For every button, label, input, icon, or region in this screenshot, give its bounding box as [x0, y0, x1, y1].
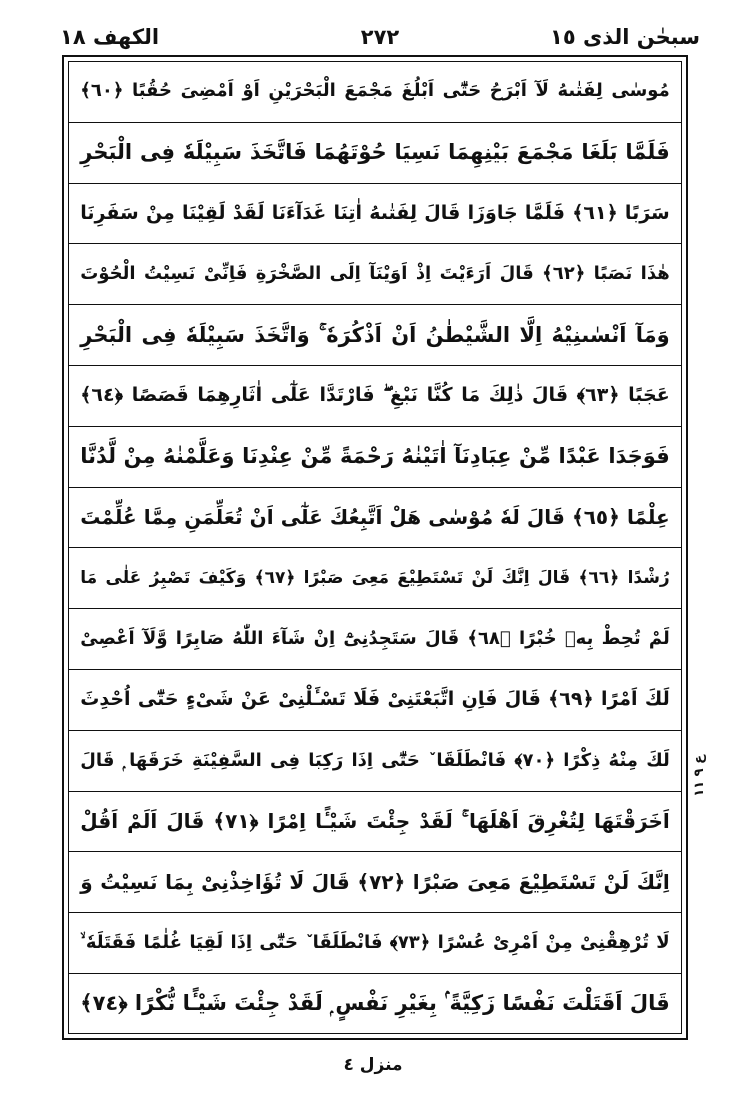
line-text: لَمْ تُحِطْ بِهٖ خُبْرًا ﴿٦٨﴾ قَالَ سَتَجِدُنِیْٓ اِنْ شَآءَ اللّٰهُ صَابِرًا وَّلَآ اَعْصِیْ [80, 628, 670, 650]
ruku-marker: ع ٩ ١١ [692, 755, 707, 797]
line-text: وَمَآ اَنْسٰىنِیْهُ اِلَّا الشَّیْطٰنُ اَنْ اَذْكُرَهٗ ۚ وَاتَّخَذَ سَبِیْلَهٗ فِی الْبَحْرِ [80, 322, 670, 347]
text-line [68, 730, 682, 791]
text-line [68, 973, 682, 1034]
text-line [68, 547, 682, 608]
text-line [68, 365, 682, 426]
line-text: قَالَ اَقَتَلْتَ نَفْسًا زَكِیَّةً ۢ بِغَیْرِ نَفْسٍ ۭ لَقَدْ جِئْتَ شَیْـًٔا نُّكْرًا ﴿٧٤﴾ [80, 991, 670, 1016]
text-line [68, 912, 682, 973]
line-text: هٰذَا نَصَبًا ﴿٦٢﴾ قَالَ اَرَءَیْتَ اِذْ اَوَیْنَآ اِلَی الصَّخْرَةِ فَاِنِّیْ نَسِیْتُ الْحُوْتَ [80, 263, 670, 285]
text-line [68, 426, 682, 487]
line-text: لَكَ مِنْهُ ذِكْرًا ﴿٧٠﴾ فَانْطَلَقَا ٚ حَتّٰٓی اِذَا رَكِبَا فِی السَّفِیْنَةِ خَرَقَهَا ۭ قَالَ [80, 749, 670, 771]
page-number: ٢٧٢ [360, 25, 400, 49]
page-header [60, 22, 700, 54]
line-text: عَجَبًا ﴿٦٣﴾ قَالَ ذٰلِكَ مَا كُنَّا نَبْغِ ۖ فَارْتَدَّا عَلٰٓی اٰثَارِهِمَا قَصَصًا ﴿٦٤﴾ [80, 384, 670, 407]
text-line [68, 243, 682, 304]
line-text: لَا تُرْهِقْنِیْ مِنْ اَمْرِیْ عُسْرًا ﴿٧٣﴾ فَانْطَلَقَا ٚ حَتّٰٓی اِذَا لَقِیَا غُلٰمًا فَقَتَلَهٗ ۙ [80, 932, 670, 954]
text-line [68, 669, 682, 730]
line-text: لَكَ اَمْرًا ﴿٦٩﴾ قَالَ فَاِنِ اتَّبَعْتَنِیْ فَلَا تَسْـَٔلْنِیْ عَنْ شَیْءٍ حَتّٰٓی اُحْدِثَ [80, 688, 670, 711]
text-line [68, 851, 682, 912]
text-line [68, 61, 682, 122]
line-text: اَخَرَقْتَهَا لِتُغْرِقَ اَهْلَهَا ۚ لَقَدْ جِئْتَ شَیْـًٔا اِمْرًا ﴿٧١﴾ قَالَ اَلَمْ اَقُلْ [80, 809, 670, 834]
line-text: فَوَجَدَا عَبْدًا مِّنْ عِبَادِنَآ اٰتَیْنٰهُ رَحْمَةً مِّنْ عِنْدِنَا وَعَلَّمْنٰهُ مِنْ لَّدُنَّا [80, 444, 670, 469]
text-line [68, 791, 682, 852]
line-text: سَرَبًا ﴿٦١﴾ فَلَمَّا جَاوَزَا قَالَ لِفَتٰىهُ اٰتِنَا غَدَآءَنَا لَقَدْ لَقِیْنَا مِنْ سَفَرِنَا [80, 201, 670, 224]
line-text: عِلْمًا ﴿٦٥﴾ قَالَ لَهٗ مُوْسٰی هَلْ اَتَّبِعُكَ عَلٰٓی اَنْ تُعَلِّمَنِ مِمَّا عُلِّمْتَ [80, 505, 670, 530]
line-text: رُشْدًا ﴿٦٦﴾ قَالَ اِنَّكَ لَنْ تَسْتَطِیْعَ مَعِیَ صَبْرًا ﴿٦٧﴾ وَكَیْفَ تَصْبِرُ عَلٰی مَا [80, 567, 670, 588]
para-name: سبحٰن الذی ١٥ [550, 25, 700, 49]
verse-block [68, 61, 682, 1034]
manzil-footer: منزل ٤ [343, 1055, 403, 1075]
line-text: اِنَّكَ لَنْ تَسْتَطِیْعَ مَعِیَ صَبْرًا ﴿٧٢﴾ قَالَ لَا تُؤَاخِذْنِیْ بِمَا نَسِیْتُ وَ [80, 870, 670, 895]
line-text: مُوسٰی لِفَتٰىهُ لَآ اَبْرَحُ حَتّٰٓی اَبْلُغَ مَجْمَعَ الْبَحْرَیْنِ اَوْ اَمْضِیَ حُقُبًا ﴿٦٠﴾ [80, 80, 670, 102]
text-line [68, 487, 682, 548]
text-line [68, 608, 682, 669]
text-line [68, 183, 682, 244]
text-line [68, 122, 682, 183]
text-line [68, 304, 682, 365]
line-text: فَلَمَّا بَلَغَا مَجْمَعَ بَیْنِهِمَا نَسِیَا حُوْتَهُمَا فَاتَّخَذَ سَبِیْلَهٗ فِی الْبَحْرِ [80, 140, 670, 165]
surah-name: الكهف ١٨ [60, 25, 160, 49]
